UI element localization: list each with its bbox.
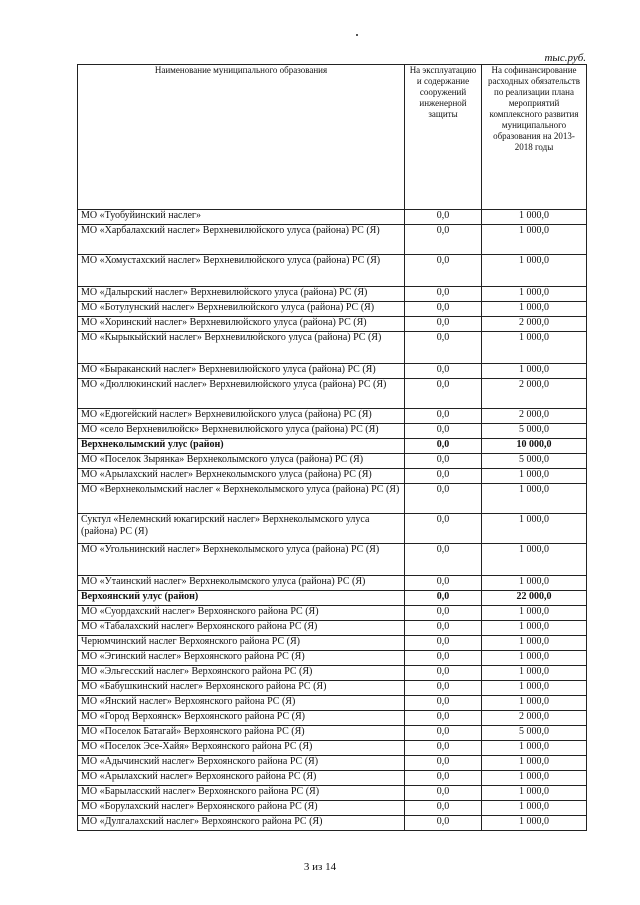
row-v1: 0,0	[405, 786, 482, 801]
row-name: МО «Суордахский наслег» Верхоянского района РС (Я)	[78, 606, 405, 621]
row-v2: 1 000,0	[482, 756, 587, 771]
row-v1: 0,0	[405, 636, 482, 651]
row-v2: 5 000,0	[482, 726, 587, 741]
row-v2: 1 000,0	[482, 606, 587, 621]
row-v2: 1 000,0	[482, 681, 587, 696]
row-v2: 1 000,0	[482, 287, 587, 302]
row-name: МО «Дулгалахский наслег» Верхоянского района РС (Я)	[78, 816, 405, 831]
row-v2: 2 000,0	[482, 409, 587, 424]
table-row	[78, 726, 587, 741]
row-name: МО «Арылахский наслег» Верхнеколымского улуса (района) РС (Я)	[78, 469, 405, 484]
row-v1: 0,0	[405, 514, 482, 544]
row-v2: 1 000,0	[482, 544, 587, 576]
table-row	[78, 666, 587, 681]
table-row	[78, 424, 587, 439]
row-v1: 0,0	[405, 726, 482, 741]
table-row	[78, 317, 587, 332]
table-row	[78, 636, 587, 651]
row-name: МО «Табалахский наслег» Верхоянского района РС (Я)	[78, 621, 405, 636]
row-v2: 1 000,0	[482, 514, 587, 544]
row-name: МО «Харбалахский наслег» Верхневилюйского улуса (района) РС (Я)	[78, 225, 405, 255]
row-v1: 0,0	[405, 801, 482, 816]
row-name: МО «Хомустахский наслег» Верхневилюйского улуса (района) РС (Я)	[78, 255, 405, 287]
row-v1: 0,0	[405, 651, 482, 666]
subsidy-table	[77, 64, 587, 831]
table-row	[78, 576, 587, 591]
table-row	[78, 454, 587, 469]
table-body	[78, 210, 587, 831]
table-row	[78, 364, 587, 379]
row-name: МО «Далырский наслег» Верхневилюйского улуса (района) РС (Я)	[78, 287, 405, 302]
row-v1: 0,0	[405, 741, 482, 756]
row-v2: 1 000,0	[482, 771, 587, 786]
row-name: МО «село Верхневилюйск» Верхневилюйского улуса (района) РС (Я)	[78, 424, 405, 439]
table-row	[78, 621, 587, 636]
header-col1: На эксплуатацию и содержание сооружений инженерной защиты	[405, 65, 482, 210]
row-name: Верхнеколымский улус (район)	[78, 439, 405, 454]
row-name: МО «Город Верхоянск» Верхоянского района РС (Я)	[78, 711, 405, 726]
row-name: МО «Эгинский наслег» Верхоянского района РС (Я)	[78, 651, 405, 666]
row-v1: 0,0	[405, 287, 482, 302]
table-row	[78, 225, 587, 255]
table-row	[78, 816, 587, 831]
row-v2: 1 000,0	[482, 302, 587, 317]
row-v1: 0,0	[405, 756, 482, 771]
row-v1: 0,0	[405, 576, 482, 591]
table-row	[78, 255, 587, 287]
row-v2: 1 000,0	[482, 332, 587, 364]
row-v2: 10 000,0	[482, 439, 587, 454]
table-row	[78, 287, 587, 302]
row-name: МО «Барыласский наслег» Верхоянского района РС (Я)	[78, 786, 405, 801]
table-row	[78, 484, 587, 514]
row-v1: 0,0	[405, 364, 482, 379]
table-row	[78, 696, 587, 711]
row-v2: 1 000,0	[482, 741, 587, 756]
table-row	[78, 409, 587, 424]
row-name: МО «Поселок Батагай» Верхоянского района РС (Я)	[78, 726, 405, 741]
table-row	[78, 210, 587, 225]
row-v1: 0,0	[405, 210, 482, 225]
row-v2: 1 000,0	[482, 801, 587, 816]
row-v1: 0,0	[405, 225, 482, 255]
row-name: МО «Утаинский наслег» Верхнеколымского улуса (района) РС (Я)	[78, 576, 405, 591]
header-name: Наименование муниципального образования	[78, 65, 405, 210]
row-v1: 0,0	[405, 816, 482, 831]
row-name: МО «Угольнинский наслег» Верхнеколымского улуса (района) РС (Я)	[78, 544, 405, 576]
row-name: МО «Быраканский наслег» Верхневилюйского улуса (района) РС (Я)	[78, 364, 405, 379]
row-v1: 0,0	[405, 439, 482, 454]
table-row	[78, 711, 587, 726]
row-v2: 1 000,0	[482, 255, 587, 287]
table-row	[78, 756, 587, 771]
row-name: МО «Туобуйинский наслег»	[78, 210, 405, 225]
row-v2: 2 000,0	[482, 317, 587, 332]
table-row	[78, 606, 587, 621]
row-name: Черюмчинский наслег Верхоянского района РС (Я)	[78, 636, 405, 651]
row-v2: 1 000,0	[482, 484, 587, 514]
table-row	[78, 651, 587, 666]
row-name: МО «Едюгейский наслег» Верхневилюйского улуса (района) РС (Я)	[78, 409, 405, 424]
row-v2: 5 000,0	[482, 424, 587, 439]
units-label: тыс.руб.	[544, 52, 586, 64]
row-v2: 1 000,0	[482, 816, 587, 831]
table-row	[78, 681, 587, 696]
table-row	[78, 741, 587, 756]
table-row	[78, 514, 587, 544]
row-v1: 0,0	[405, 317, 482, 332]
row-v1: 0,0	[405, 544, 482, 576]
row-v2: 1 000,0	[482, 786, 587, 801]
row-name: МО «Янский наслег» Верхоянского района РС (Я)	[78, 696, 405, 711]
row-name: МО «Верхнеколымский наслег « Верхнеколымского улуса (района) РС (Я)	[78, 484, 405, 514]
row-v1: 0,0	[405, 771, 482, 786]
table-row	[78, 332, 587, 364]
row-v2: 1 000,0	[482, 651, 587, 666]
header-col2: На софинансирование расходных обязательств по реализации плана мероприятий комплексного развития муниципального образования на 2013-2018 годы	[482, 65, 587, 210]
row-v2: 1 000,0	[482, 364, 587, 379]
row-v2: 1 000,0	[482, 621, 587, 636]
row-v2: 1 000,0	[482, 576, 587, 591]
row-v2: 1 000,0	[482, 666, 587, 681]
table-row	[78, 771, 587, 786]
row-v1: 0,0	[405, 591, 482, 606]
row-v1: 0,0	[405, 666, 482, 681]
row-v1: 0,0	[405, 711, 482, 726]
row-name: МО «Адычинский наслег» Верхоянского района РС (Я)	[78, 756, 405, 771]
row-name: МО «Эльгесский наслег» Верхоянского района РС (Я)	[78, 666, 405, 681]
row-v2: 2 000,0	[482, 379, 587, 409]
table-row	[78, 302, 587, 317]
table-row	[78, 591, 587, 606]
row-v2: 1 000,0	[482, 210, 587, 225]
row-name: МО «Борулахский наслег» Верхоянского района РС (Я)	[78, 801, 405, 816]
row-name: МО «Ботулунский наслег» Верхневилюйского улуса (района) РС (Я)	[78, 302, 405, 317]
table-row	[78, 786, 587, 801]
row-v1: 0,0	[405, 606, 482, 621]
row-name: МО «Поселок Эсе-Хайя» Верхоянского района РС (Я)	[78, 741, 405, 756]
row-name: Верхоянский улус (район)	[78, 591, 405, 606]
table-row	[78, 469, 587, 484]
table-row	[78, 801, 587, 816]
row-v2: 22 000,0	[482, 591, 587, 606]
scan-speck	[356, 34, 358, 36]
row-v1: 0,0	[405, 681, 482, 696]
row-v2: 1 000,0	[482, 696, 587, 711]
row-v1: 0,0	[405, 255, 482, 287]
row-v1: 0,0	[405, 696, 482, 711]
row-v2: 1 000,0	[482, 636, 587, 651]
row-v1: 0,0	[405, 379, 482, 409]
row-v1: 0,0	[405, 302, 482, 317]
row-v1: 0,0	[405, 454, 482, 469]
row-name: Суктул «Нелемнский юкагирский наслег» Верхнеколымского улуса (района) РС (Я)	[78, 514, 405, 544]
row-name: МО «Поселок Зырянка» Верхнеколымского улуса (района) РС (Я)	[78, 454, 405, 469]
row-v2: 1 000,0	[482, 469, 587, 484]
row-v1: 0,0	[405, 424, 482, 439]
row-v2: 1 000,0	[482, 225, 587, 255]
row-v2: 2 000,0	[482, 711, 587, 726]
row-name: МО «Кырыкыйский наслег» Верхневилюйского улуса (района) РС (Я)	[78, 332, 405, 364]
table-row	[78, 439, 587, 454]
row-v1: 0,0	[405, 332, 482, 364]
table-row	[78, 544, 587, 576]
table-header-row	[78, 65, 587, 210]
row-v1: 0,0	[405, 469, 482, 484]
row-v1: 0,0	[405, 621, 482, 636]
row-name: МО «Арылахский наслег» Верхоянского района РС (Я)	[78, 771, 405, 786]
row-name: МО «Бабушкинский наслег» Верхоянского района РС (Я)	[78, 681, 405, 696]
table-row	[78, 379, 587, 409]
row-v1: 0,0	[405, 409, 482, 424]
row-v2: 5 000,0	[482, 454, 587, 469]
row-name: МО «Хоринский наслег» Верхневилюйского улуса (района) РС (Я)	[78, 317, 405, 332]
row-name: МО «Дюллюкинский наслег» Верхневилюйского улуса (района) РС (Я)	[78, 379, 405, 409]
page-number: 3 из 14	[303, 861, 337, 873]
row-v1: 0,0	[405, 484, 482, 514]
